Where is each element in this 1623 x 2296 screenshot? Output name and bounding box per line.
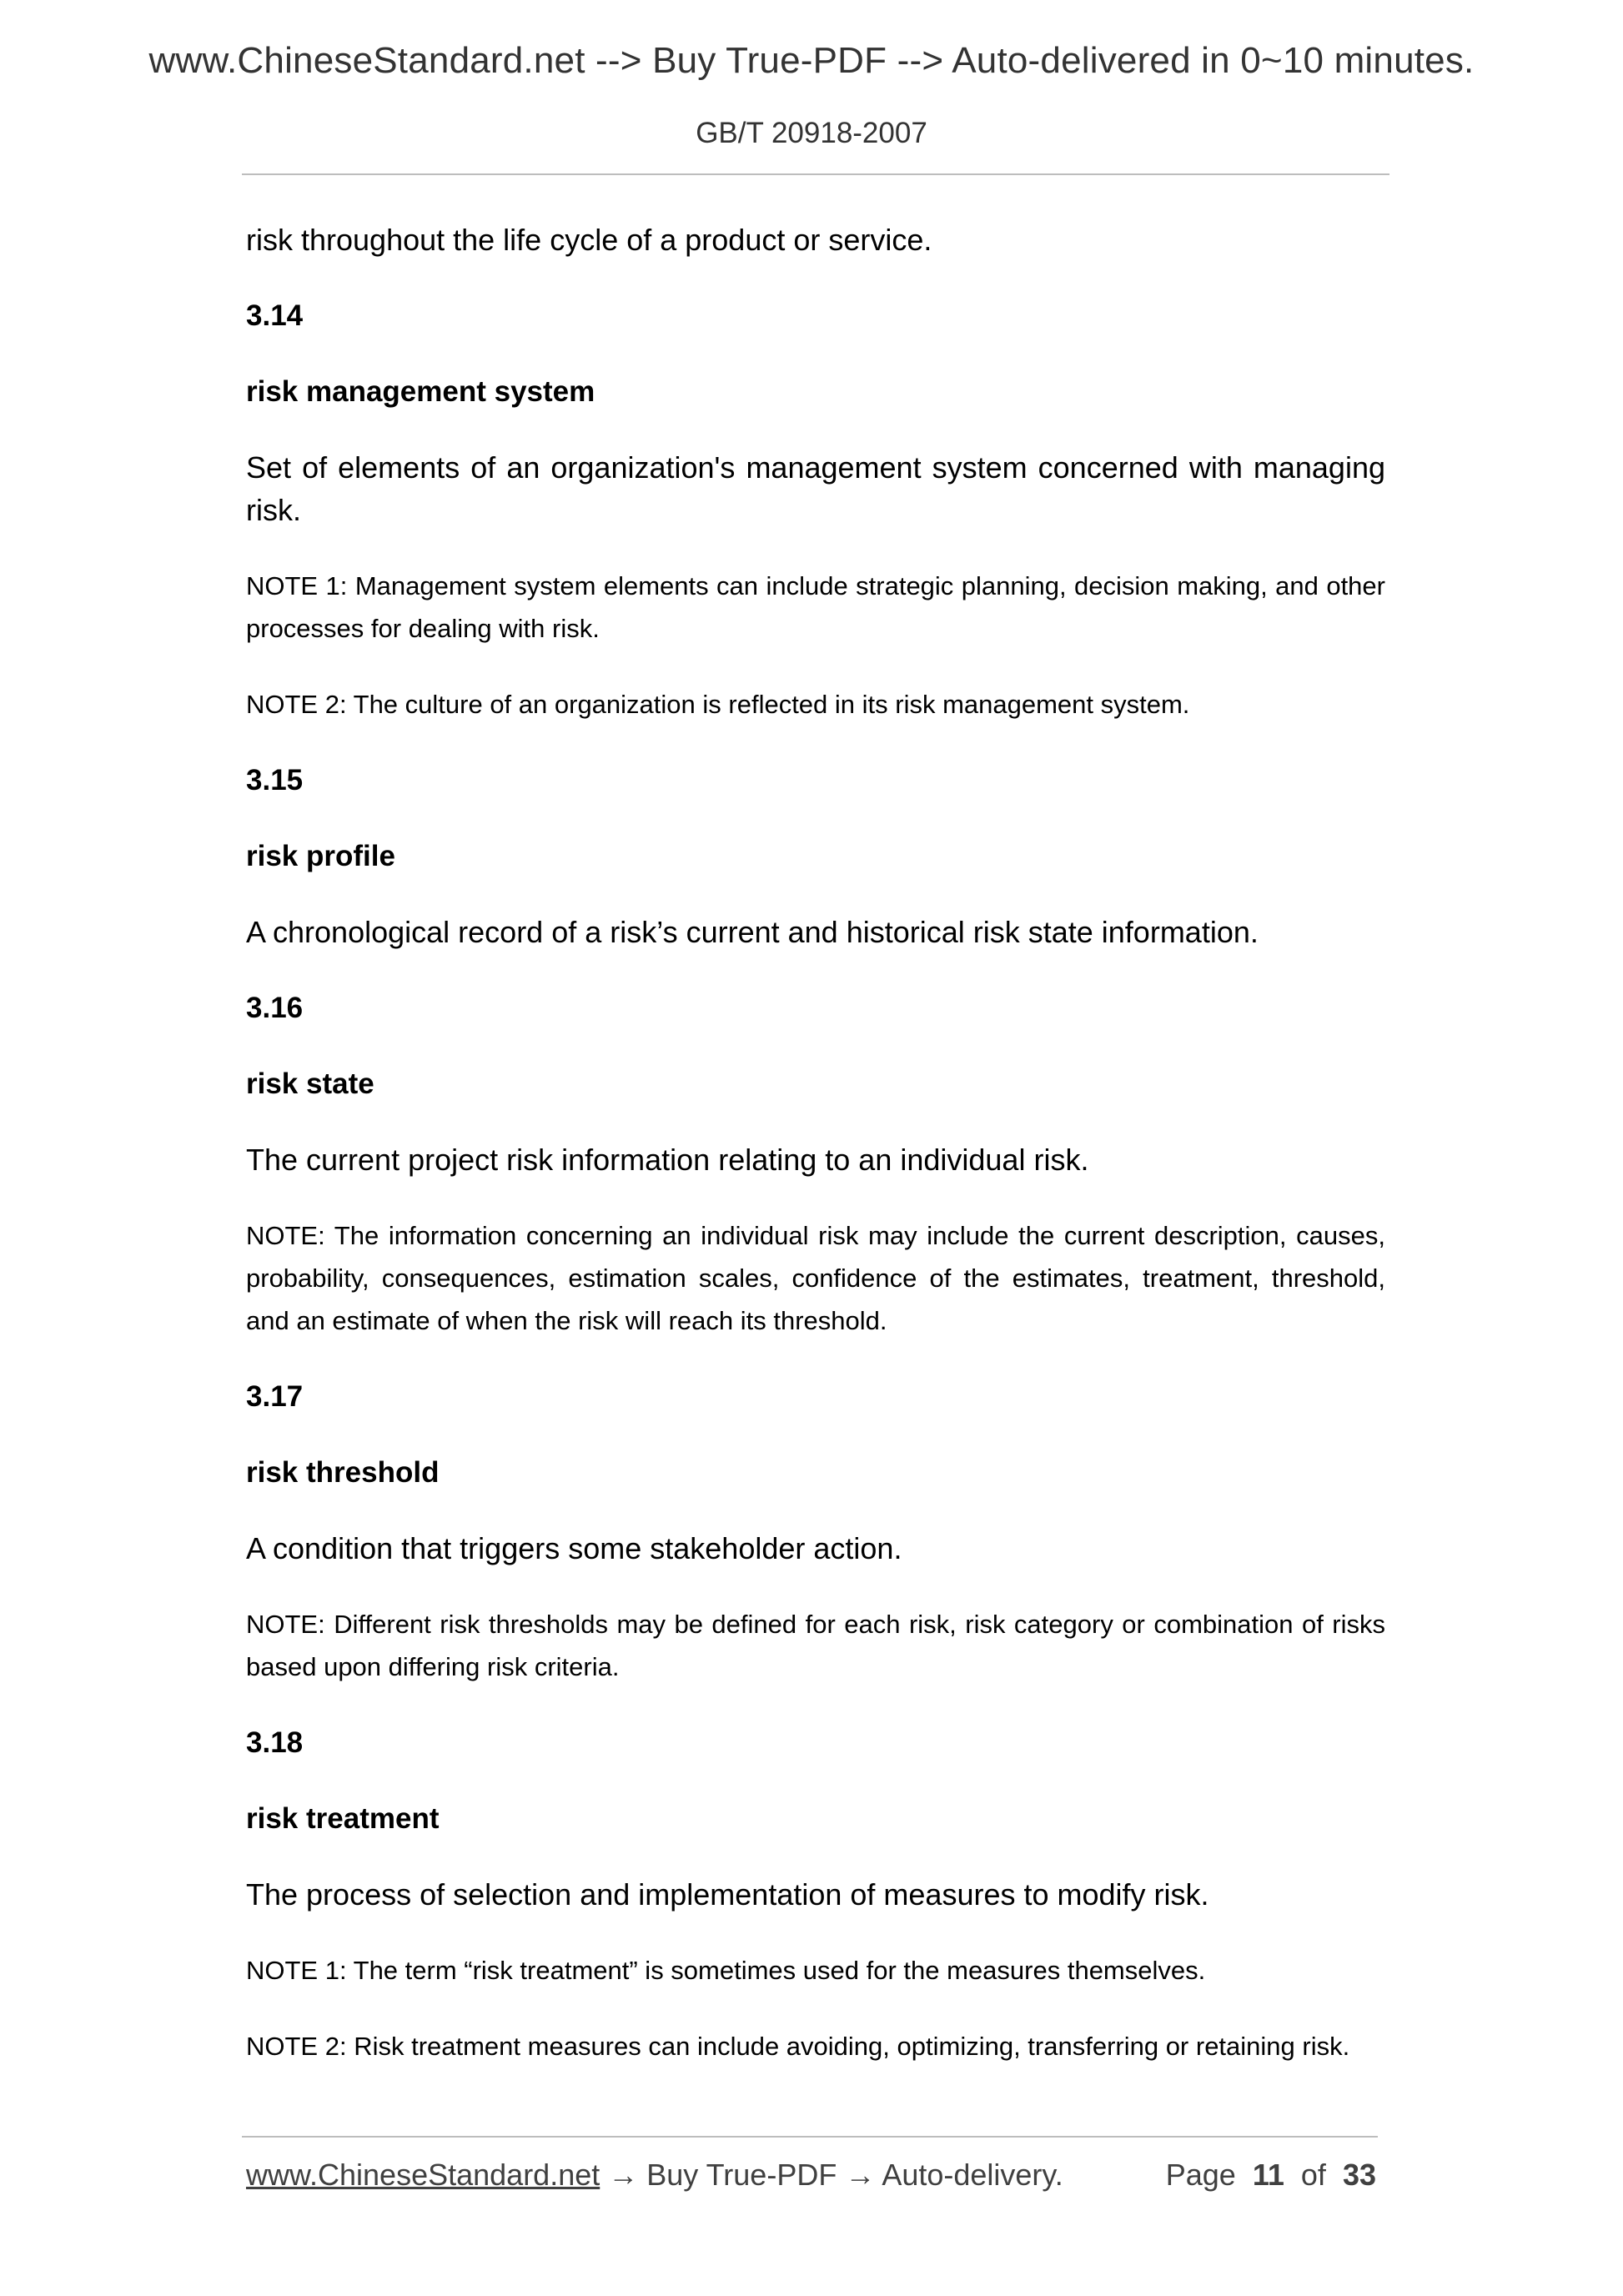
section-3-14: [246, 294, 1385, 726]
section-definition: A condition that triggers some stakeholder action.: [246, 1531, 902, 1565]
section-definition: Set of elements of an organization's management system concerned with managing risk.: [246, 450, 1385, 527]
section-term: risk state: [246, 1068, 374, 1100]
section-number: 3.18: [246, 1726, 304, 1759]
footer-divider: [242, 2136, 1378, 2138]
page-current: 11: [1252, 2158, 1284, 2192]
section-number: 3.17: [246, 1380, 304, 1413]
section-number: 3.14: [246, 299, 304, 332]
section-term: risk threshold: [246, 1456, 440, 1489]
header-divider: [242, 173, 1389, 175]
footer-site-link[interactable]: www.ChineseStandard.net: [246, 2158, 600, 2192]
footer-promo: [246, 2158, 1063, 2193]
standard-code: GB/T 20918-2007: [696, 117, 927, 149]
document-body: [246, 219, 1385, 2101]
page-total: 33: [1342, 2158, 1376, 2192]
section-note: NOTE 1: Management system elements can include strategic planning, decision making, and other processes for dealing with risk.: [246, 571, 1385, 643]
page-label: Page: [1165, 2158, 1236, 2192]
lead-text: risk throughout the life cycle of a product or service.: [246, 223, 932, 257]
section-3-18: [246, 1721, 1385, 2067]
section-number: 3.16: [246, 992, 304, 1024]
section-3-17: [246, 1375, 1385, 1688]
footer-tagline: → Buy True-PDF → Auto-delivery.: [600, 2158, 1063, 2192]
section-term: risk treatment: [246, 1802, 440, 1835]
section-note: NOTE 2: The culture of an organization is reflected in its risk management system.: [246, 690, 1190, 719]
page-of: of: [1300, 2158, 1326, 2192]
page-footer: [246, 2158, 1376, 2199]
section-definition: The process of selection and implementation of measures to modify risk.: [246, 1877, 1209, 1912]
site-banner: www.ChineseStandard.net --> Buy True-PDF --> Auto-delivered in 0~10 minutes.: [148, 40, 1475, 81]
section-note: NOTE 2: Risk treatment measures can include avoiding, optimizing, transferring or retaining risk.: [246, 2032, 1350, 2061]
page-indicator: [1166, 2158, 1376, 2193]
section-3-15: [246, 759, 1385, 953]
section-definition: The current project risk information relating to an individual risk.: [246, 1143, 1089, 1177]
section-note: NOTE 1: The term “risk treatment” is sometimes used for the measures themselves.: [246, 1956, 1206, 1985]
section-note: NOTE: The information concerning an individual risk may include the current description, causes, probability, consequences, estimation scales, confidence of the estimates, treatment, threshold, and an estimate of when the risk will reach its threshold.: [246, 1221, 1385, 1335]
section-definition: A chronological record of a risk’s current and historical risk state information.: [246, 915, 1259, 949]
section-note: NOTE: Different risk thresholds may be defined for each risk, risk category or combination of risks based upon differing risk criteria.: [246, 1610, 1385, 1681]
section-3-16: [246, 987, 1385, 1342]
section-term: risk profile: [246, 840, 395, 872]
section-number: 3.15: [246, 764, 304, 796]
section-term: risk management system: [246, 375, 595, 408]
